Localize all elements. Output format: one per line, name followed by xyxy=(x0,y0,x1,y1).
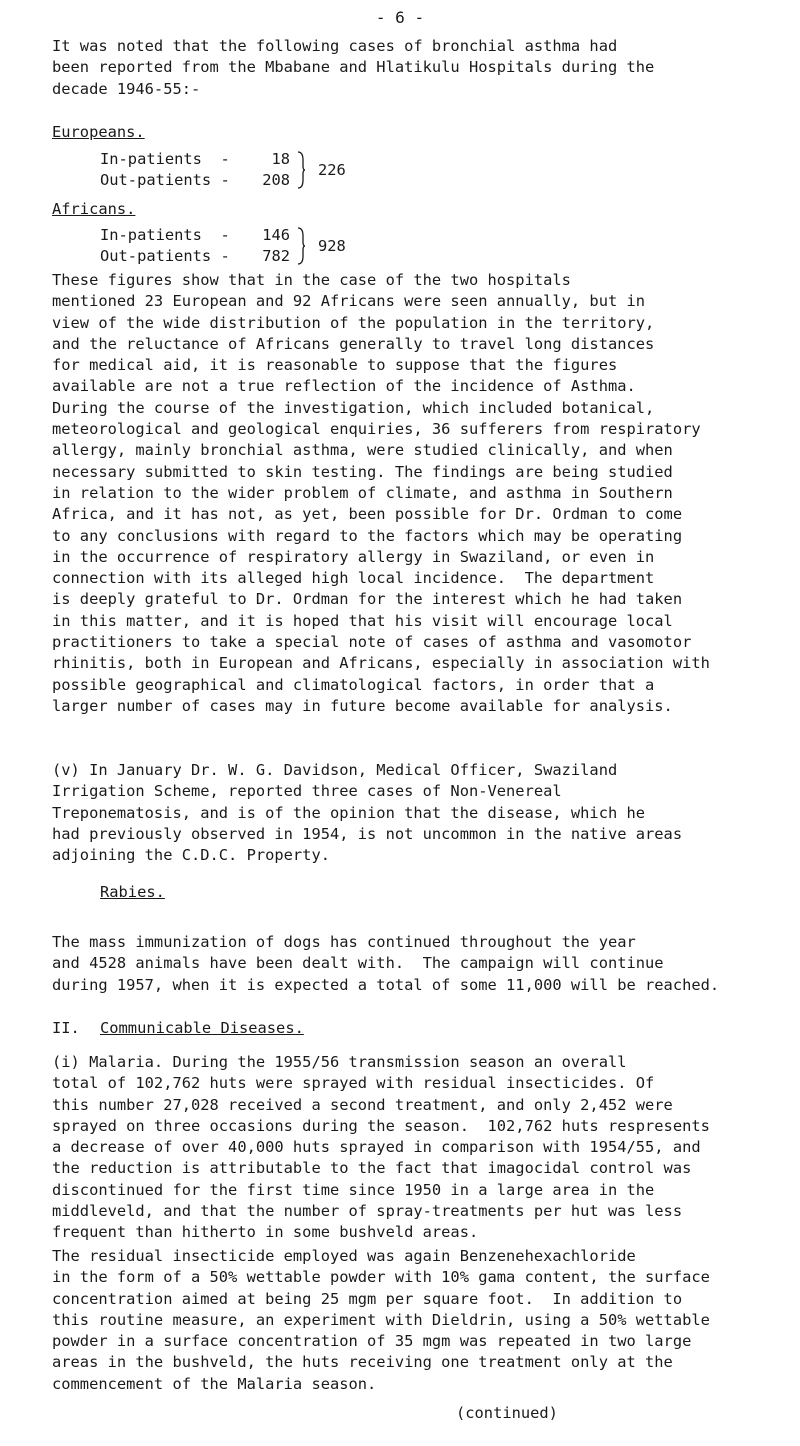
africans-brace xyxy=(296,226,306,266)
europeans-heading: Europeans. xyxy=(52,123,145,141)
intro-paragraph: It was noted that the following cases of bronchial asthma had been reported from the Mbabane and Hlatikulu Hospitals during the decade 1946-55:- xyxy=(52,37,655,98)
africans-inpatients-label: In-patients - xyxy=(100,226,230,244)
section-v-paragraph: (v) In January Dr. W. G. Davidson, Medical Officer, Swaziland Irrigation Scheme, reported three cases of Non-Venereal Treponematosis, and is of the opinion that the disease, which he had previously observed in 1954, is not uncommon in the native areas adjoining the C.D.C. Property. xyxy=(52,761,683,865)
section-ii-number: II. xyxy=(52,1019,80,1037)
europeans-outpatients-label: Out-patients - xyxy=(100,171,230,189)
europeans-total: 226 xyxy=(318,161,346,179)
section-ii-title: Communicable Diseases. xyxy=(100,1019,304,1037)
africans-inpatients-value: 146 xyxy=(262,226,290,244)
rabies-heading: Rabies. xyxy=(100,883,165,901)
africans-total: 928 xyxy=(318,237,346,255)
europeans-inpatients-value: 18 xyxy=(271,150,290,168)
europeans-inpatients-label: In-patients - xyxy=(100,150,230,168)
europeans-outpatients-value: 208 xyxy=(262,171,290,189)
figures-paragraph: These figures show that in the case of the two hospitals mentioned 23 European and 92 Africans were seen annually, but in view of the wide distribution of the population in the territory, and the reluctance of Africans generally to travel long distances for medical aid, it is reasonable to suppose that the figures available are not a true reflection of the incidence of Asthma. During the course of the investigation, which included botanical, meteorological and geological enquiries, 36 sufferers from respiratory allergy, mainly bronchial asthma, were studied clinically, and when necessary submitted to skin testing. The findings are being studied in relation to the wider problem of climate, and asthma in Southern Africa, and it has not, as yet, been possible for Dr. Ordman to come to any conclusions with regard to the factors which may be operating in the occurrence of respiratory allergy in Swaziland, or even in connection with its alleged high local incidence. The department is deeply grateful to Dr. Ordman for the interest which he had taken in this matter, and it is hoped that his visit will encourage local practitioners to take a special note of cases of asthma and vasomotor rhinitis, both in European and Africans, especially in association with possible geographical and climatological factors, in order that a larger number of cases may in future become available for analysis. xyxy=(52,271,710,715)
page-number: - 6 - xyxy=(375,8,425,27)
residual-insecticide-paragraph: The residual insecticide employed was again Benzenehexachloride in the form of a 50% wettable powder with 10% gama content, the surface concentration aimed at being 25 mgm per square foot. In addition to this routine measure, an experiment with Dieldrin, using a 50% wettable powder in a surface concentration of 35 mgm was repeated in two large areas in the bushveld, the huts receiving one treatment only at the commencement of the Malaria season. xyxy=(52,1247,710,1393)
europeans-brace xyxy=(296,150,306,190)
africans-outpatients-label: Out-patients - xyxy=(100,247,230,265)
rabies-paragraph: The mass immunization of dogs has continued throughout the year and 4528 animals have been dealt with. The campaign will continue during 1957, when it is expected a total of some 11,000 will be reached. xyxy=(52,933,720,994)
malaria-paragraph: (i) Malaria. During the 1955/56 transmission season an overall total of 102,762 huts were sprayed with residual insecticides. Of this number 27,028 received a second treatment, and only 2,452 were sprayed on three occasions during the season. 102,762 huts respresents a decrease of over 40,000 huts sprayed in comparison with 1954/55, and the reduction is attributable to the fact that imagocidal control was discontinued for the first time since 1950 in a large area in the middleveld, and that the number of spray-treatments per hut was less frequent than hitherto in some bushveld areas. xyxy=(52,1053,710,1242)
africans-heading: Africans. xyxy=(52,200,136,218)
continued-note: (continued) xyxy=(456,1404,558,1422)
africans-outpatients-value: 782 xyxy=(262,247,290,265)
